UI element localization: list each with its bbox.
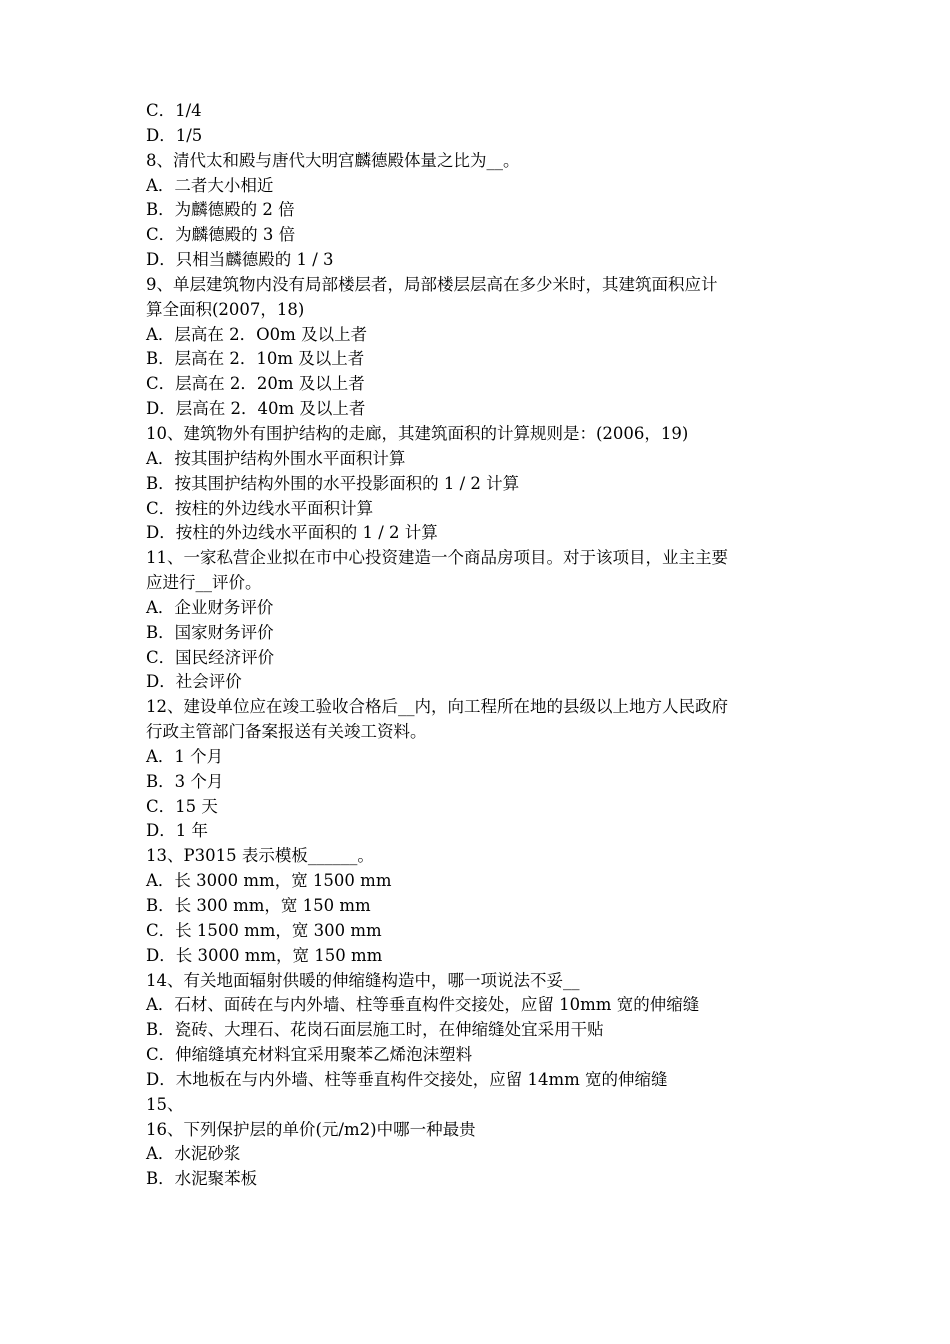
text-line: A．1 个月 — [146, 746, 224, 766]
text-line: D．1 年 — [146, 821, 208, 841]
text-line: D．社会评价 — [146, 672, 242, 692]
text-line: C．国民经济评价 — [146, 647, 275, 667]
text-line: 13、P3015 表示模板______。 — [146, 846, 374, 866]
text-line: A．层高在 2．O0m 及以上者 — [146, 324, 368, 344]
text-line: C．15 天 — [146, 796, 218, 816]
text-line: 12、建设单位应在竣工验收合格后__内，向工程所在地的县级以上地方人民政府 — [146, 697, 728, 717]
text-line: C．1/4 — [146, 101, 202, 120]
text-line: C．按柱的外边线水平面积计算 — [146, 498, 374, 518]
text-line: C．长 1500 mm，宽 300 mm — [146, 920, 382, 940]
text-line: A．水泥砂浆 — [146, 1144, 241, 1164]
text-line: 16、下列保护层的单价(元/m2)中哪一种最贵 — [146, 1119, 476, 1139]
text-line: D．层高在 2．40m 及以上者 — [146, 399, 366, 419]
text-line: 8、清代太和殿与唐代大明宫麟德殿体量之比为__。 — [146, 150, 520, 170]
text-line: D．按柱的外边线水平面积的 1 / 2 计算 — [146, 523, 438, 543]
text-line: D．只相当麟德殿的 1 / 3 — [146, 250, 334, 270]
text-line: 9、单层建筑物内没有局部楼层者，局部楼层层高在多少米时，其建筑面积应计 — [146, 274, 718, 294]
text-line: C．为麟德殿的 3 倍 — [146, 225, 296, 245]
text-line: D．1/5 — [146, 125, 203, 145]
text-line: D．木地板在与内外墙、柱等垂直构件交接处，应留 14mm 宽的伸缩缝 — [146, 1069, 668, 1089]
text-line: B．国家财务评价 — [146, 622, 274, 642]
text-line: B．3 个月 — [146, 771, 224, 791]
text-line: A．按其围护结构外围水平面积计算 — [146, 448, 406, 468]
text-line: D．长 3000 mm，宽 150 mm — [146, 945, 383, 965]
text-line: 应进行__评价。 — [146, 573, 262, 593]
text-line: 行政主管部门备案报送有关竣工资料。 — [146, 722, 427, 742]
text-line: A．长 3000 mm，宽 1500 mm — [146, 871, 392, 891]
text-line: B．长 300 mm，宽 150 mm — [146, 896, 371, 915]
text-line: C．层高在 2．20m 及以上者 — [146, 374, 365, 394]
text-line: 15、 — [146, 1094, 184, 1114]
text-line: B．瓷砖、大理石、花岗石面层施工时，在伸缩缝处宜采用干贴 — [146, 1020, 604, 1040]
text-line: B．按其围护结构外围的水平投影面积的 1 / 2 计算 — [146, 473, 520, 493]
text-line: A．二者大小相近 — [146, 175, 274, 195]
text-line: B．为麟德殿的 2 倍 — [146, 200, 295, 220]
text-line: A．石材、面砖在与内外墙、柱等垂直构件交接处，应留 10mm 宽的伸缩缝 — [146, 995, 700, 1015]
text-line: B．层高在 2．10m 及以上者 — [146, 349, 365, 369]
text-line: B．水泥聚苯板 — [146, 1169, 258, 1189]
text-line: C．伸缩缝填充材料宜采用聚苯乙烯泡沫塑料 — [146, 1045, 473, 1065]
text-line: A．企业财务评价 — [146, 597, 274, 617]
text-line: 10、建筑物外有围护结构的走廊，其建筑面积的计算规则是：(2006，19) — [146, 423, 689, 443]
text-line: 14、有关地面辐射供暖的伸缩缝构造中，哪一项说法不妥__ — [146, 970, 580, 990]
document-page — [146, 99, 836, 1192]
text-line: 11、一家私营企业拟在市中心投资建造一个商品房项目。对于该项目，业主主要 — [146, 548, 728, 568]
text-line: 算全面积(2007，18) — [146, 299, 305, 319]
